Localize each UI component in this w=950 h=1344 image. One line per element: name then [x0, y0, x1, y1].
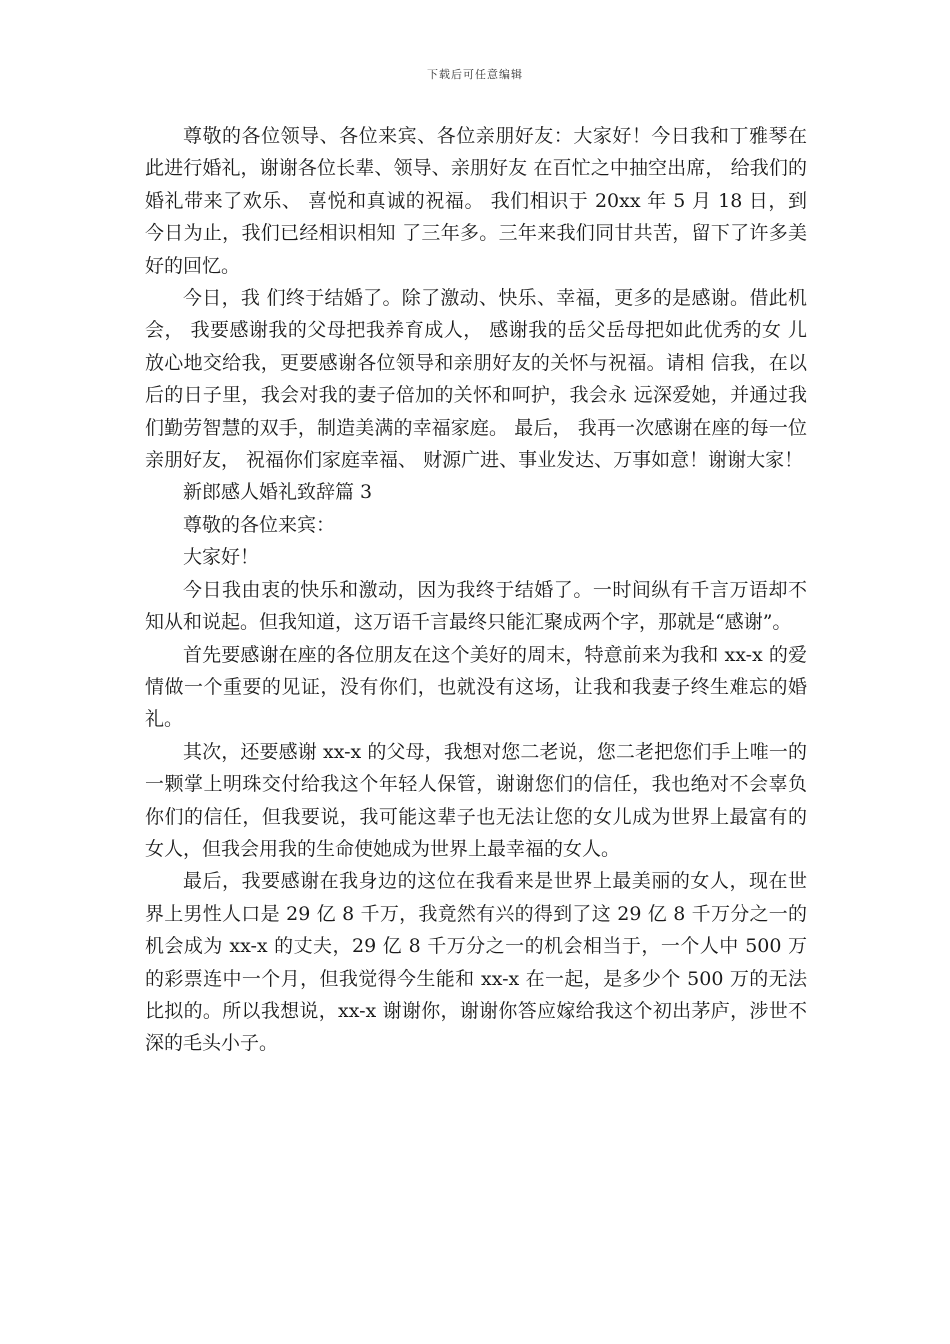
greeting-line: 大家好！	[183, 546, 260, 569]
document-body	[145, 120, 807, 1060]
paragraph-joy: 今日我由衷的快乐和激动，因为我终于结婚了。一时间纵有千言万语却不知从和说起。但我知道，这万语千言最终只能汇聚成两个字，那就是“感谢”。	[145, 578, 807, 634]
paragraph-thanks: 今日，我 们终于结婚了。除了激动、快乐、幸福，更多的是感谢。借此机会， 我要感谢我的父母把我养育成人， 感谢我的岳父岳母把如此优秀的女 儿放心地交给我，更要感谢各位领导和亲朋好友的关怀与祝福。请相 信我，在以后的日子里，我会对我的妻子倍加的关怀和呵护，我会永 远深爱她，并通过我们勤劳智慧的双手，制造美满的幸福家庭。 最后， 我再一次感谢在座的每一位亲朋好友， 祝福你们家庭幸福、 财源广进、事业发达、万事如意！谢谢大家！	[145, 287, 807, 472]
page-header: 下载后可任意编辑	[427, 68, 523, 81]
salutation: 尊敬的各位来宾：	[183, 513, 336, 536]
paragraph-friends: 首先要感谢在座的各位朋友在这个美好的周末，特意前来为我和 xx-x 的爱情做一个重要的见证，没有你们，也就没有这场，让我和我妻子终生难忘的婚礼。	[145, 643, 807, 731]
paragraph-greeting: 尊敬的各位领导、各位来宾、各位亲朋好友：大家好！今日我和丁雅琴在此进行婚礼，谢谢各位长辈、领导、亲朋好友 在百忙之中抽空出席， 给我们的婚礼带来了欢乐、 喜悦和真诚的祝福。 我们相识于 20xx 年 5 月 18 日，到今日为止，我们已经相识相知 了三年多。三年来我们同甘共苦，留下了许多美好的回忆。	[145, 125, 807, 277]
section-title: 新郎感人婚礼致辞篇 3	[183, 481, 373, 504]
paragraph-parents: 其次，还要感谢 xx-x 的父母，我想对您二老说，您二老把您们手上唯一的一颗掌上明珠交付给我这个年轻人保管，谢谢您们的信任，我也绝对不会辜负你们的信任，但我要说，我可能这辈子也无法让您的女儿成为世界上最富有的女人，但我会用我的生命使她成为世界上最幸福的女人。	[145, 740, 807, 860]
paragraph-wife: 最后，我要感谢在我身边的这位在我看来是世界上最美丽的女人，现在世界上男性人口是 29 亿 8 千万，我竟然有兴的得到了这 29 亿 8 千万分之一的机会成为 xx-x 的丈夫，29 亿 8 千万分之一的机会相当于，一个人中 500 万的彩票连中一个月，但我觉得今生能和 xx-x 在一起，是多少个 500 万的无法比拟的。所以我想说，xx-x 谢谢你，谢谢你答应嫁给我这个初出茅庐，涉世不深的毛头小子。	[145, 870, 807, 1055]
